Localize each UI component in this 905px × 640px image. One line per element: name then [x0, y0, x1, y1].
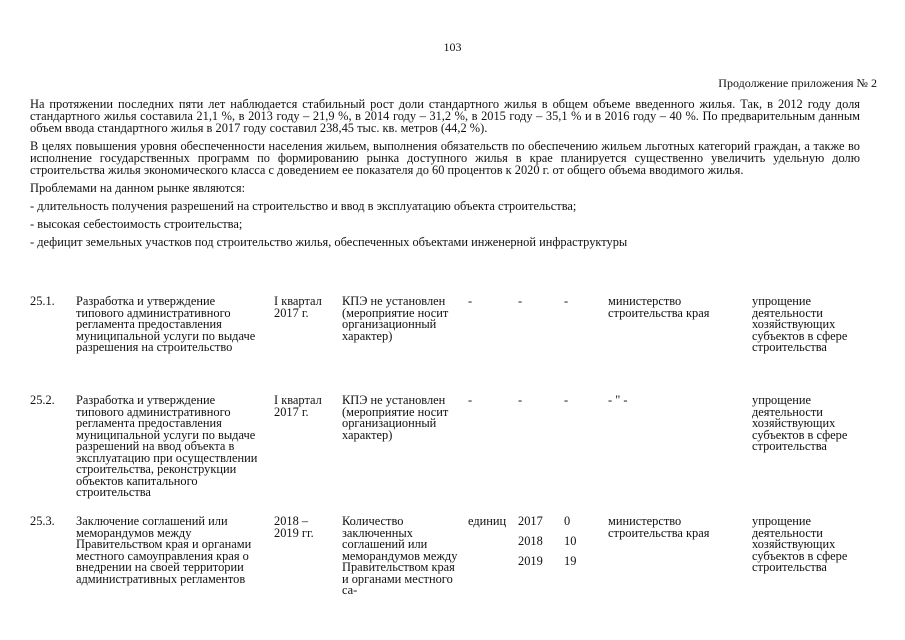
measure-name: Заключение соглашений или меморандумов между Правительством края и органами местного самоуправления края о внедрении на своей территории административных регламентов: [76, 514, 252, 586]
row-number: 25.1.: [30, 294, 55, 308]
expected-result: упрощение деятельности хозяйствующих субъектов в сфере строительства: [752, 393, 848, 453]
indicator: КПЭ не установлен (мероприятие носит организационный характер): [342, 294, 449, 343]
row-number: 25.3.: [30, 514, 55, 528]
year: 2018: [518, 534, 543, 548]
year: 2017: [518, 514, 543, 528]
indicator: КПЭ не установлен (мероприятие носит организационный характер): [342, 393, 449, 442]
year: -: [518, 294, 523, 308]
measure-name: Разработка и утверждение типового административного регламента предоставления муниципальной услуги по выдаче разрешения на строительство: [76, 294, 256, 354]
deadline: I квартал 2017 г.: [274, 294, 322, 320]
expected-result: упрощение деятельности хозяйствующих субъектов в сфере строительства: [752, 294, 848, 354]
unit: -: [468, 393, 473, 407]
target-value: -: [564, 393, 569, 407]
year: 2019: [518, 554, 543, 568]
deadline: 2018 – 2019 гг.: [274, 514, 314, 540]
target-value: 19: [564, 554, 577, 568]
target-value: -: [564, 294, 569, 308]
target-value: 0: [564, 514, 571, 528]
paragraph-economic-class: В целях повышения уровня обеспеченности населения жильем, выполнения обязательств по обеспечению жильем льготных категорий граждан, а также во исполнение государственных программ по формированию рынка доступного жилья в крае планируется существенно увеличить удельную долю строительства жилья экономического класса с доведением ее показателя до 60 процентов к 2020 г. от общего объема вводимого жилья.: [30, 139, 860, 177]
intro-text: [30, 98, 860, 254]
value-list: [564, 516, 594, 576]
deadline: I квартал 2017 г.: [274, 393, 322, 419]
unit: единиц: [468, 514, 507, 528]
year-list: [518, 516, 554, 576]
problems-intro: Проблемами на данном рынке являются:: [30, 181, 246, 195]
year: -: [518, 393, 523, 407]
indicator: Количество заключенных соглашений или меморандумов между Правительством края и органами местного са-: [342, 514, 458, 597]
continuation-label: Продолжение приложения № 2: [718, 76, 877, 90]
target-value: 10: [564, 534, 577, 548]
executor: - " -: [608, 393, 628, 407]
unit: -: [468, 294, 473, 308]
executor: министерство строительства края: [608, 294, 710, 320]
problem-item: - высокая себестоимость строительства;: [30, 217, 243, 231]
problem-item: - дефицит земельных участков под строительство жилья, обеспеченных объектами инженерной инфраструктуры: [30, 235, 628, 249]
page-number: 103: [443, 40, 462, 54]
measure-name: Разработка и утверждение типового административного регламента предоставления муниципальной услуги по выдаче разрешений на ввод объекта в эксплуатацию при осуществлении строительства, реконструкции объектов капитального строительства: [76, 393, 258, 499]
row-number: 25.2.: [30, 393, 55, 407]
expected-result: упрощение деятельности хозяйствующих субъектов в сфере строительства: [752, 514, 848, 574]
problem-item: - длительность получения разрешений на строительство и ввод в эксплуатацию объекта строительства;: [30, 199, 577, 213]
paragraph-standard-housing: На протяжении последних пяти лет наблюдается стабильный рост доли стандартного жилья в общем объеме введенного жилья. Так, в 2012 году доля стандартного жилья составила 21,1 %, в 2013 году – 21,9 %, в 2014 году – 31,2 %, в 2015 году – 35,1 % и в 2016 году – 40 %. По предварительным данным объем ввода стандартного жилья в 2017 году составил 238,45 тыс. кв. метров (44,2 %).: [30, 97, 860, 135]
executor: министерство строительства края: [608, 514, 710, 540]
